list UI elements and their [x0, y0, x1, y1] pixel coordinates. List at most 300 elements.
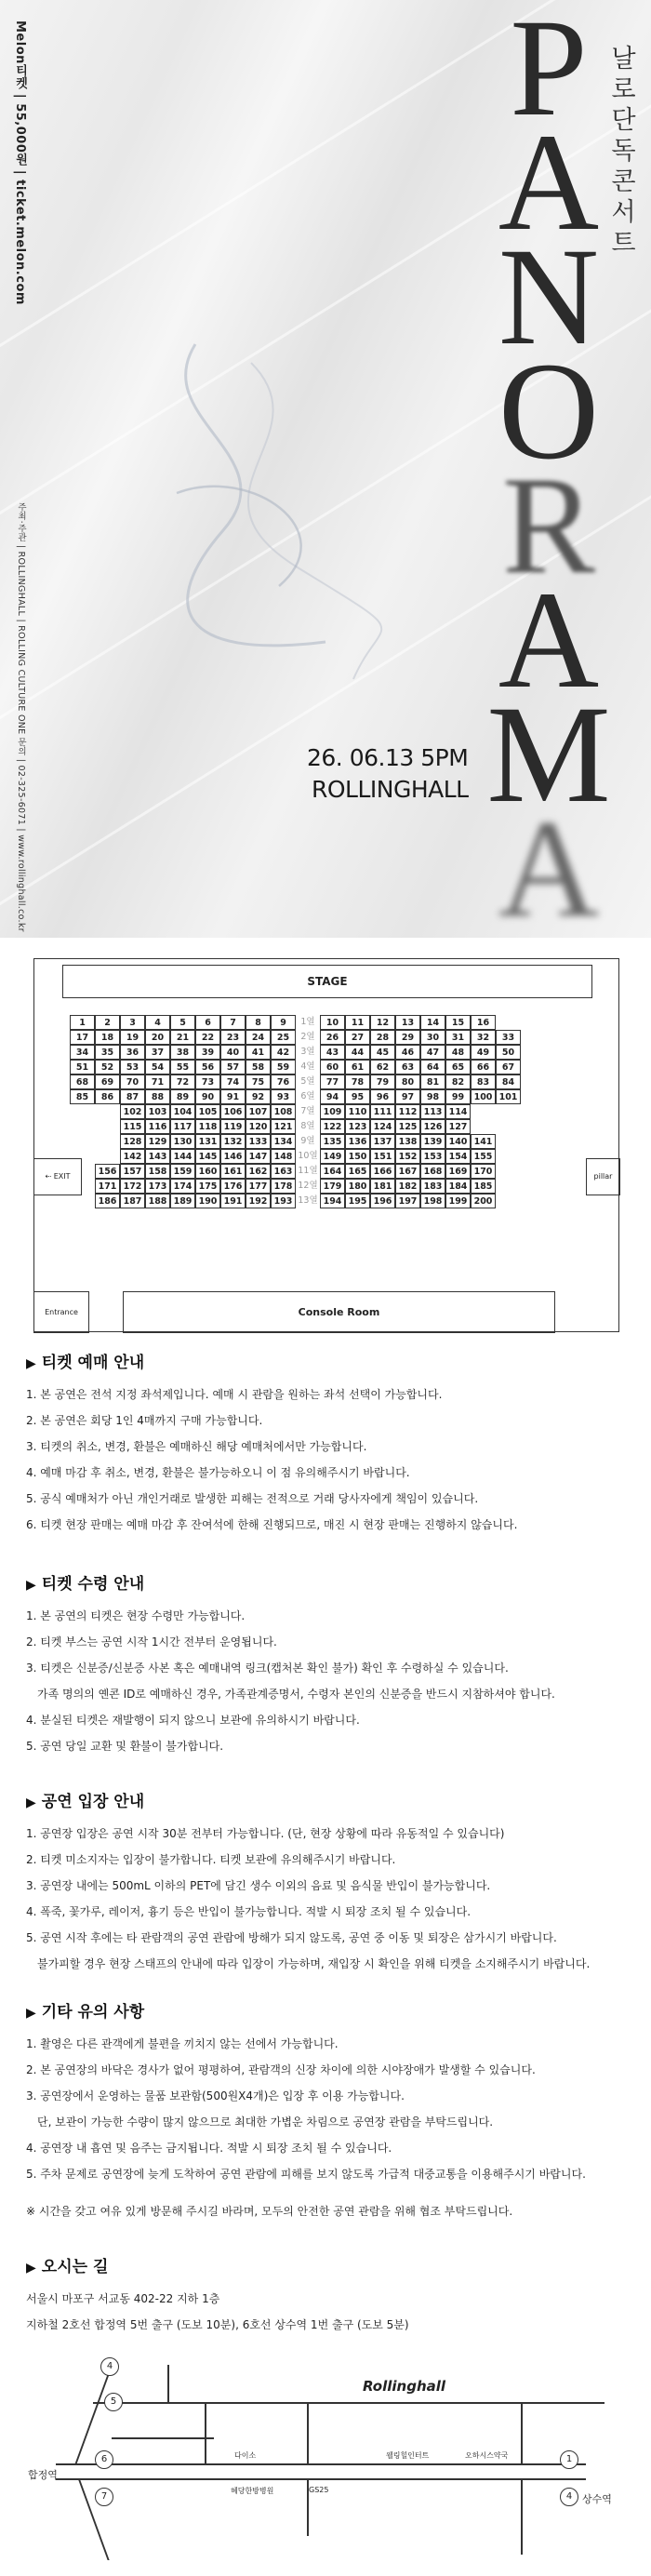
seat: 160 [195, 1164, 220, 1179]
seat: 186 [95, 1194, 120, 1208]
seat: 25 [271, 1030, 296, 1045]
seat: 41 [246, 1045, 271, 1060]
side-road [112, 2437, 214, 2439]
seat: 70 [120, 1074, 145, 1089]
seat: 73 [195, 1074, 220, 1089]
seat: 193 [271, 1194, 296, 1208]
seat: 158 [145, 1164, 170, 1179]
notice-item: 5. 주차 문제로 공연장에 늦게 도착하여 공연 관람에 피해를 보지 않도록 가급적 대중교통을 이용해주시기 바랍니다. [26, 2168, 586, 2181]
exit-door: ⇠ EXIT [33, 1158, 82, 1195]
seat: 121 [271, 1119, 296, 1134]
row-label: 12열 [298, 1181, 318, 1191]
seat: 86 [95, 1089, 120, 1104]
side-road [521, 2402, 523, 2463]
seat: 5 [170, 1015, 195, 1030]
triangle-icon: ▶ [26, 1356, 36, 1371]
seat: 106 [220, 1104, 246, 1119]
seat: 91 [220, 1089, 246, 1104]
title-letter: P [510, 0, 588, 145]
notice-item: 5. 공연 당일 교환 및 환불이 불가합니다. [26, 1740, 224, 1753]
seat: 82 [445, 1074, 471, 1089]
seat: 32 [471, 1030, 496, 1045]
seat: 79 [370, 1074, 395, 1089]
notice-item: 3. 티켓은 신분증/신분증 사본 혹은 예매내역 링크(캡처본 확인 불가) 확인 후 수령하실 수 있습니다. [26, 1662, 509, 1675]
organizer-credits: 주최·주관 | ROLLINGHALL | ROLLING CULTURE ONE 문의 | 02-325-6071 | www.rollinghall.co.kr [16, 502, 26, 932]
row-label: 3열 [300, 1047, 315, 1057]
seat: 126 [420, 1119, 445, 1134]
seat: 185 [471, 1179, 496, 1194]
row-label: 7열 [300, 1106, 315, 1116]
seat: 49 [471, 1045, 496, 1060]
seat: 174 [170, 1179, 195, 1194]
seat: 129 [145, 1134, 170, 1149]
triangle-icon: ▶ [26, 2006, 36, 2021]
concert-venue: ROLLINGHALL [312, 776, 469, 803]
directions-section [26, 2253, 631, 2338]
row-label: 1열 [300, 1017, 315, 1027]
row-label: 13열 [298, 1195, 318, 1206]
seat: 145 [195, 1149, 220, 1164]
seat: 28 [370, 1030, 395, 1045]
gs25-label: GS25 [309, 2486, 329, 2494]
seat: 9 [271, 1015, 296, 1030]
seat: 45 [370, 1045, 395, 1060]
seat: 68 [70, 1074, 95, 1089]
seat: 74 [220, 1074, 246, 1089]
entry-section [26, 1788, 631, 1977]
notice-item: 1. 촬영은 다른 관객에게 불편을 끼치지 않는 선에서 가능합니다. [26, 2037, 339, 2050]
notice-item: 2. 티켓 부스는 공연 시작 1시간 전부터 운영됩니다. [26, 1635, 277, 1648]
side-road [521, 2480, 523, 2555]
seat: 16 [471, 1015, 496, 1030]
seat: 64 [420, 1060, 445, 1074]
seat: 17 [70, 1030, 95, 1045]
concert-poster [0, 0, 651, 938]
seat-map [33, 958, 619, 1332]
row-label: 2열 [300, 1032, 315, 1042]
seat: 83 [471, 1074, 496, 1089]
seat: 58 [246, 1060, 271, 1074]
row-label: 5열 [300, 1076, 315, 1087]
seat: 167 [395, 1164, 420, 1179]
row-label: 6열 [300, 1091, 315, 1101]
seat: 75 [246, 1074, 271, 1089]
seat: 1 [70, 1015, 95, 1030]
seat: 26 [320, 1030, 345, 1045]
seat: 13 [395, 1015, 420, 1030]
notice-item: 3. 공연장 내에는 500mL 이하의 PET에 담긴 생수 이외의 음료 및 음식물 반입이 불가능합니다. [26, 1879, 491, 1892]
seat: 180 [345, 1179, 370, 1194]
concert-date: 26. 06.13 5PM [307, 744, 469, 771]
seat: 57 [220, 1060, 246, 1074]
daiso-label: 다이소 [234, 2451, 257, 2460]
seat: 3 [120, 1015, 145, 1030]
panorama-title [465, 0, 632, 938]
seat: 72 [170, 1074, 195, 1089]
notice-item: 3. 티켓의 취소, 변경, 환불은 예매하신 해당 예매처에서만 가능합니다. [26, 1440, 367, 1453]
seat: 125 [395, 1119, 420, 1134]
triangle-icon: ▶ [26, 1795, 36, 1810]
seat: 140 [445, 1134, 471, 1149]
seat: 88 [145, 1089, 170, 1104]
seat: 24 [246, 1030, 271, 1045]
seat: 84 [496, 1074, 521, 1089]
seat: 143 [145, 1149, 170, 1164]
section-title: 공연 입장 안내 [41, 1793, 145, 1811]
ohaesi-label: 오하시스약국 [465, 2451, 509, 2460]
seat: 8 [246, 1015, 271, 1030]
notice-item: 1. 본 공연의 티켓은 현장 수령만 가능합니다. [26, 1609, 246, 1622]
seat: 111 [370, 1104, 395, 1119]
seat: 195 [345, 1194, 370, 1208]
triangle-icon: ▶ [26, 2261, 36, 2276]
seat: 118 [195, 1119, 220, 1134]
title-letter: A [498, 792, 600, 938]
seat: 179 [320, 1179, 345, 1194]
seat: 197 [395, 1194, 420, 1208]
row-label: 4열 [300, 1061, 315, 1072]
notice-item: 2. 본 공연장의 바닥은 경사가 없어 평평하여, 관람객의 신장 차이에 의한 시야장애가 발생할 수 있습니다. [26, 2063, 536, 2076]
seat: 15 [445, 1015, 471, 1030]
seat: 51 [70, 1060, 95, 1074]
seat: 144 [170, 1149, 195, 1164]
ticket-info: Melon티켓 | 55,000원 | ticket.melon.com [13, 20, 27, 305]
seat: 151 [370, 1149, 395, 1164]
seat: 200 [471, 1194, 496, 1208]
pillar: pillar [586, 1158, 620, 1195]
seat: 11 [345, 1015, 370, 1030]
seat: 65 [445, 1060, 471, 1074]
seat: 55 [170, 1060, 195, 1074]
seat: 190 [195, 1194, 220, 1208]
script-decoration [140, 307, 418, 698]
ticket-booking-section [26, 1349, 631, 1538]
seat: 31 [445, 1030, 471, 1045]
seat: 114 [445, 1104, 471, 1119]
seat: 101 [496, 1089, 521, 1104]
seat: 128 [120, 1134, 145, 1149]
seat: 199 [445, 1194, 471, 1208]
seat: 138 [395, 1134, 420, 1149]
seat: 85 [70, 1089, 95, 1104]
seat: 67 [496, 1060, 521, 1074]
seat: 109 [320, 1104, 345, 1119]
triangle-icon: ▶ [26, 1578, 36, 1593]
seat: 90 [195, 1089, 220, 1104]
seat: 95 [345, 1089, 370, 1104]
seat: 48 [445, 1045, 471, 1060]
seat: 46 [395, 1045, 420, 1060]
row-label: 8열 [300, 1121, 315, 1131]
seat: 141 [471, 1134, 496, 1149]
side-road [205, 2402, 206, 2463]
visit-note: ※ 시간을 갖고 여유 있게 방문해 주시길 바라며, 모두의 안전한 공연 관람을 위해 협조 부탁드립니다. [26, 2205, 513, 2218]
seat: 97 [395, 1089, 420, 1104]
notice-item: 1. 공연장 입장은 공연 시작 30분 전부터 가능합니다. (단, 현장 상황에 따라 유동적일 수 있습니다) [26, 1827, 505, 1840]
title-letter: A [498, 105, 600, 260]
seat: 188 [145, 1194, 170, 1208]
title-letter: A [498, 563, 600, 717]
notice-item: 4. 폭죽, 꽃가루, 레이저, 흉기 등은 반입이 불가능합니다. 적발 시 퇴장 조치 될 수 있습니다. [26, 1905, 472, 1918]
seat: 103 [145, 1104, 170, 1119]
seat: 176 [220, 1179, 246, 1194]
seat: 35 [95, 1045, 120, 1060]
seat: 175 [195, 1179, 220, 1194]
notice-item: 2. 본 공연은 회당 1인 4매까지 구매 가능합니다. [26, 1414, 263, 1427]
other-notes-section [26, 1998, 631, 2187]
seat: 69 [95, 1074, 120, 1089]
seat: 189 [170, 1194, 195, 1208]
seat: 163 [271, 1164, 296, 1179]
seat: 6 [195, 1015, 220, 1030]
notice-item: 6. 티켓 현장 판매는 예매 마감 후 잔여석에 한해 진행되므로, 매진 시 현장 판매는 진행하지 않습니다. [26, 1518, 518, 1531]
seat: 194 [320, 1194, 345, 1208]
seat: 170 [471, 1164, 496, 1179]
seat: 115 [120, 1119, 145, 1134]
seat: 168 [420, 1164, 445, 1179]
seat: 47 [420, 1045, 445, 1060]
subway-exit-7: 7 [95, 2488, 113, 2506]
section-title: 티켓 수령 안내 [41, 1575, 145, 1594]
seat: 39 [195, 1045, 220, 1060]
seat: 94 [320, 1089, 345, 1104]
seat: 21 [170, 1030, 195, 1045]
seat: 56 [195, 1060, 220, 1074]
seat: 50 [496, 1045, 521, 1060]
seat: 181 [370, 1179, 395, 1194]
seat: 63 [395, 1060, 420, 1074]
seat: 4 [145, 1015, 170, 1030]
seat: 53 [120, 1060, 145, 1074]
seat: 54 [145, 1060, 170, 1074]
seat: 7 [220, 1015, 246, 1030]
main-road [56, 2478, 586, 2480]
seat: 38 [170, 1045, 195, 1060]
seat: 148 [271, 1149, 296, 1164]
seat: 12 [370, 1015, 395, 1030]
seat: 147 [246, 1149, 271, 1164]
seat: 102 [120, 1104, 145, 1119]
seat: 112 [395, 1104, 420, 1119]
seat: 43 [320, 1045, 345, 1060]
seat: 171 [95, 1179, 120, 1194]
seat: 87 [120, 1089, 145, 1104]
seat: 182 [395, 1179, 420, 1194]
seat: 107 [246, 1104, 271, 1119]
notice-item: 5. 공연 시작 후에는 타 관람객의 공연 관람에 방해가 되지 않도록, 공연 중 이동 및 퇴장은 삼가시기 바랍니다. [26, 1931, 557, 1944]
seat: 61 [345, 1060, 370, 1074]
notice-item: 단, 보관이 가능한 수량이 많지 않으므로 최대한 가볍운 차림으로 공연장 관람을 부탁드립니다. [37, 2116, 494, 2129]
subway-exit-4-sangsu: 4 [560, 2488, 578, 2506]
title-letter: N [498, 220, 600, 374]
seat: 98 [420, 1089, 445, 1104]
seat: 78 [345, 1074, 370, 1089]
seat: 27 [345, 1030, 370, 1045]
seat: 37 [145, 1045, 170, 1060]
subway-exit-1: 1 [560, 2450, 578, 2469]
sangsu-station: 상수역 [582, 2493, 612, 2505]
seat: 164 [320, 1164, 345, 1179]
seat: 155 [471, 1149, 496, 1164]
seat: 127 [445, 1119, 471, 1134]
row-label: 11열 [298, 1166, 318, 1176]
seat: 52 [95, 1060, 120, 1074]
title-letter: O [498, 334, 600, 488]
location-map [28, 2361, 623, 2560]
seat: 153 [420, 1149, 445, 1164]
seat: 172 [120, 1179, 145, 1194]
seat: 77 [320, 1074, 345, 1089]
seat: 192 [246, 1194, 271, 1208]
seat: 116 [145, 1119, 170, 1134]
seat: 146 [220, 1149, 246, 1164]
seat: 33 [496, 1030, 521, 1045]
seat: 191 [220, 1194, 246, 1208]
seat: 169 [445, 1164, 471, 1179]
seat: 122 [320, 1119, 345, 1134]
seat: 76 [271, 1074, 296, 1089]
seat: 40 [220, 1045, 246, 1060]
rollinghall-marker: Rollinghall [363, 2378, 446, 2395]
notice-item: 3. 공연장에서 운영하는 물품 보관함(500원X4개)은 입장 후 이용 가능합니다. [26, 2089, 405, 2102]
notice-item: 가족 명의의 옌콘 ID로 예매하신 경우, 가족관계증명서, 수령자 본인의 신분증을 반드시 지참하셔야 합니다. [37, 1688, 555, 1701]
seat: 156 [95, 1164, 120, 1179]
seat: 119 [220, 1119, 246, 1134]
seat: 120 [246, 1119, 271, 1134]
seat: 93 [271, 1089, 296, 1104]
seat: 178 [271, 1179, 296, 1194]
notice-item: 2. 티켓 미소지자는 입장이 불가합니다. 티켓 보관에 유의해주시기 바랍니다. [26, 1853, 396, 1866]
seat: 124 [370, 1119, 395, 1134]
title-letter: M [486, 677, 611, 832]
seat: 66 [471, 1060, 496, 1074]
seat: 161 [220, 1164, 246, 1179]
seat: 36 [120, 1045, 145, 1060]
seat: 135 [320, 1134, 345, 1149]
seat: 71 [145, 1074, 170, 1089]
seat: 10 [320, 1015, 345, 1030]
transit-info: 지하철 2호선 합정역 5번 출구 (도보 10분), 6호선 상수역 1번 출구 (도보 5분) [26, 2318, 409, 2331]
notice-item: 5. 공식 예매처가 아닌 개인거래로 발생한 피해는 전적으로 거래 당사자에게 책임이 있습니다. [26, 1492, 479, 1505]
section-title: 기타 유의 사항 [41, 2003, 145, 2022]
seat: 134 [271, 1134, 296, 1149]
seat: 113 [420, 1104, 445, 1119]
seat: 165 [345, 1164, 370, 1179]
seat: 23 [220, 1030, 246, 1045]
seat: 104 [170, 1104, 195, 1119]
seat: 157 [120, 1164, 145, 1179]
seat: 89 [170, 1089, 195, 1104]
seat: 14 [420, 1015, 445, 1030]
seat: 29 [395, 1030, 420, 1045]
seat: 132 [220, 1134, 246, 1149]
seat: 59 [271, 1060, 296, 1074]
side-road [307, 2402, 309, 2463]
seat: 159 [170, 1164, 195, 1179]
notice-item: 4. 공연장 내 흡연 및 음주는 금지됩니다. 적발 시 퇴장 조치 될 수 있습니다. [26, 2142, 392, 2155]
seat: 196 [370, 1194, 395, 1208]
seat: 99 [445, 1089, 471, 1104]
subway-exit-5: 5 [104, 2393, 123, 2411]
seat: 133 [246, 1134, 271, 1149]
side-road [93, 2402, 604, 2404]
subway-exit-4: 4 [100, 2357, 119, 2376]
side-road [167, 2365, 169, 2402]
seat: 198 [420, 1194, 445, 1208]
seat: 154 [445, 1149, 471, 1164]
seat: 2 [95, 1015, 120, 1030]
notice-item: 4. 분실된 티켓은 재발행이 되지 않으니 보관에 유의하시기 바랍니다. [26, 1714, 360, 1727]
seat: 22 [195, 1030, 220, 1045]
seat: 60 [320, 1060, 345, 1074]
seat: 177 [246, 1179, 271, 1194]
section-title: 오시는 길 [41, 2258, 109, 2276]
entrance: Entrance [33, 1291, 89, 1333]
seat: 123 [345, 1119, 370, 1134]
seat: 131 [195, 1134, 220, 1149]
row-label: 10열 [298, 1151, 318, 1161]
main-road [56, 2463, 586, 2465]
welling-label: 웰링힐인터트 [386, 2451, 430, 2460]
seat: 62 [370, 1060, 395, 1074]
notice-item: 불가피할 경우 현장 스태프의 안내에 따라 입장이 가능하며, 재입장 시 확인을 위해 티켓을 소지해주시기 바랍니다. [37, 1957, 591, 1970]
seat: 183 [420, 1179, 445, 1194]
seat: 152 [395, 1149, 420, 1164]
seat: 187 [120, 1194, 145, 1208]
seat: 34 [70, 1045, 95, 1060]
ticket-pickup-section [26, 1570, 631, 1759]
seat: 166 [370, 1164, 395, 1179]
row-label: 9열 [300, 1136, 315, 1146]
seat: 80 [395, 1074, 420, 1089]
seat: 162 [246, 1164, 271, 1179]
seat: 137 [370, 1134, 395, 1149]
seat: 42 [271, 1045, 296, 1060]
title-letter: R [501, 448, 596, 603]
seat: 142 [120, 1149, 145, 1164]
seat: 44 [345, 1045, 370, 1060]
seat: 18 [95, 1030, 120, 1045]
hapjeong-station: 합정역 [28, 2469, 58, 2481]
seat: 173 [145, 1179, 170, 1194]
address: 서울시 마포구 서교동 402-22 지하 1층 [26, 2292, 220, 2305]
section-title: 티켓 예매 안내 [41, 1354, 145, 1372]
seat: 19 [120, 1030, 145, 1045]
notice-item: 1. 본 공연은 전석 지정 좌석제입니다. 예매 시 관람을 원하는 좌석 선택이 가능합니다. [26, 1388, 443, 1401]
seat: 92 [246, 1089, 271, 1104]
seat: 184 [445, 1179, 471, 1194]
seat: 105 [195, 1104, 220, 1119]
notice-item: 4. 예매 마감 후 취소, 변경, 환불은 불가능하오니 이 점 유의해주시기 바랍니다. [26, 1466, 410, 1479]
title-korean: 날로단독콘서트 [606, 45, 635, 260]
seat: 81 [420, 1074, 445, 1089]
console-room: Console Room [123, 1291, 555, 1333]
seat: 96 [370, 1089, 395, 1104]
subway-exit-6: 6 [95, 2450, 113, 2469]
seat: 139 [420, 1134, 445, 1149]
seat: 149 [320, 1149, 345, 1164]
side-road [75, 2365, 113, 2463]
stage: STAGE [62, 965, 592, 998]
hospital-label: 혜당한방병원 [231, 2487, 274, 2495]
seat: 150 [345, 1149, 370, 1164]
seat: 110 [345, 1104, 370, 1119]
seat: 130 [170, 1134, 195, 1149]
seat: 100 [471, 1089, 496, 1104]
seat: 108 [271, 1104, 296, 1119]
seat: 136 [345, 1134, 370, 1149]
seat: 117 [170, 1119, 195, 1134]
